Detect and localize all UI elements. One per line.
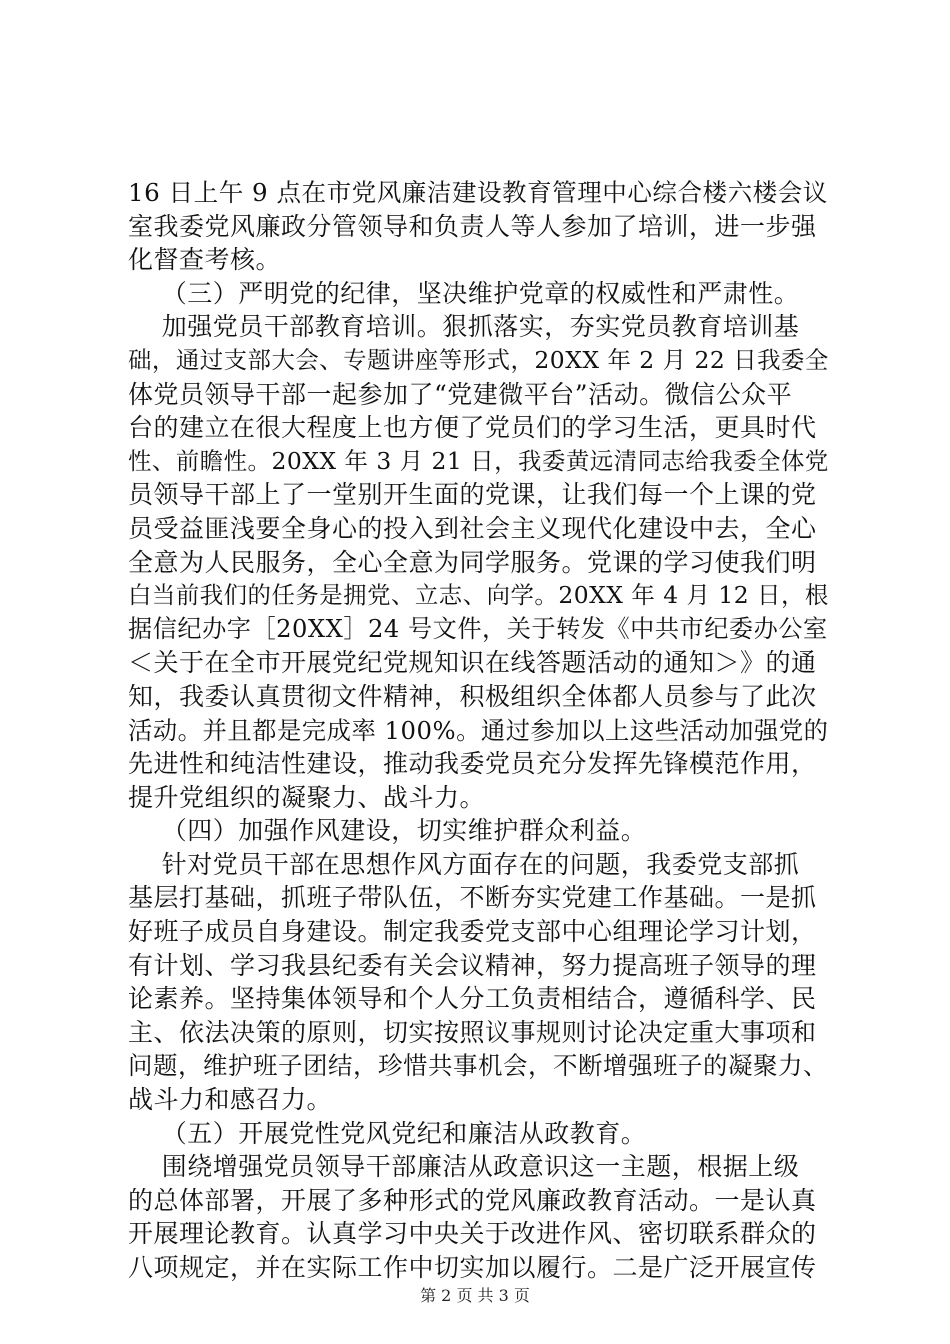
text-line: 加强党员干部教育培训。狠抓落实，夯实党员教育培训基 xyxy=(128,312,800,342)
text-line: 员受益匪浅要全身心的投入到社会主义现代化建设中去，全心 xyxy=(128,513,817,543)
text-line: 员领导干部上了一堂别开生面的党课，让我们每一个上课的党 xyxy=(128,480,817,510)
text-line: 主、依法决策的原则，切实按照议事规则讨论决定重大事项和 xyxy=(128,1017,817,1047)
text-line: 白当前我们的任务是拥党、立志、向学。20XX 年 4 月 12 日，根 xyxy=(128,581,829,610)
text-line: （四）加强作风建设，切实维护群众利益。 xyxy=(128,816,647,846)
text-line: ＜关于在全市开展党纪党规知识在线答题活动的通知＞》的通 xyxy=(128,648,817,678)
text-line: 论素养。坚持集体领导和个人分工负责相结合，遵循科学、民 xyxy=(128,984,817,1014)
text-line: 知，我委认真贯彻文件精神，积极组织全体都人员参与了此次 xyxy=(128,681,817,711)
text-line: 的总体部署，开展了多种形式的党风廉政教育活动。一是认真 xyxy=(128,1185,817,1215)
text-line: 战斗力和感召力。 xyxy=(128,1085,333,1115)
text-line: 针对党员干部在思想作风方面存在的问题，我委党支部抓 xyxy=(128,849,800,879)
text-line: 化督查考核。 xyxy=(128,245,282,275)
text-line: 好班子成员自身建设。制定我委党支部中心组理论学习计划， xyxy=(128,917,817,947)
text-line: 台的建立在很大程度上也方便了党员们的学习生活，更具时代 xyxy=(128,413,817,443)
text-line: 活动。并且都是完成率 100%。通过参加以上这些活动加强党的 xyxy=(128,715,829,745)
text-line: 16 日上午 9 点在市党风廉洁建设教育管理中心综合楼六楼会议 xyxy=(128,178,828,207)
text-line: 提升党组织的凝聚力、战斗力。 xyxy=(128,782,486,812)
page-footer: 第 2 页 共 3 页 xyxy=(420,1286,530,1305)
text-line: 先进性和纯洁性建设，推动我委党员充分发挥先锋模范作用， xyxy=(128,749,817,779)
document-body xyxy=(128,176,828,1285)
text-line: 问题，维护班子团结，珍惜共事机会，不断增强班子的凝聚力、 xyxy=(128,1051,828,1081)
text-line: 八项规定，并在实际工作中切实加以履行。二是广泛开展宣传 xyxy=(128,1253,817,1282)
text-line: 础，通过支部大会、专题讲座等形式，20XX 年 2 月 22 日我委全 xyxy=(128,345,829,374)
text-line: （五）开展党性党风党纪和廉洁从政教育。 xyxy=(128,1118,647,1148)
text-line: 有计划、学习我县纪委有关会议精神，努力提高班子领导的理 xyxy=(128,950,817,980)
text-line: 体党员领导干部一起参加了“党建微平台”活动。微信公众平 xyxy=(128,379,793,409)
text-line: 据信纪办字［20XX］24 号文件，关于转发《中共市纪委办公室 xyxy=(128,614,828,643)
text-line: 室我委党风廉政分管领导和负责人等人参加了培训，进一步强 xyxy=(128,211,817,241)
text-line: 全意为人民服务，全心全意为同学服务。党课的学习使我们明 xyxy=(128,547,817,577)
text-line: 性、前瞻性。20XX 年 3 月 21 日，我委黄远清同志给我委全体党 xyxy=(128,446,829,475)
text-line: 开展理论教育。认真学习中央关于改进作风、密切联系群众的 xyxy=(128,1219,817,1249)
text-line: 围绕增强党员领导干部廉洁从政意识这一主题，根据上级 xyxy=(128,1152,800,1182)
text-line: 基层打基础，抓班子带队伍，不断夯实党建工作基础。一是抓 xyxy=(128,883,817,913)
text-line: （三）严明党的纪律，坚决维护党章的权威性和严肃性。 xyxy=(128,278,800,308)
